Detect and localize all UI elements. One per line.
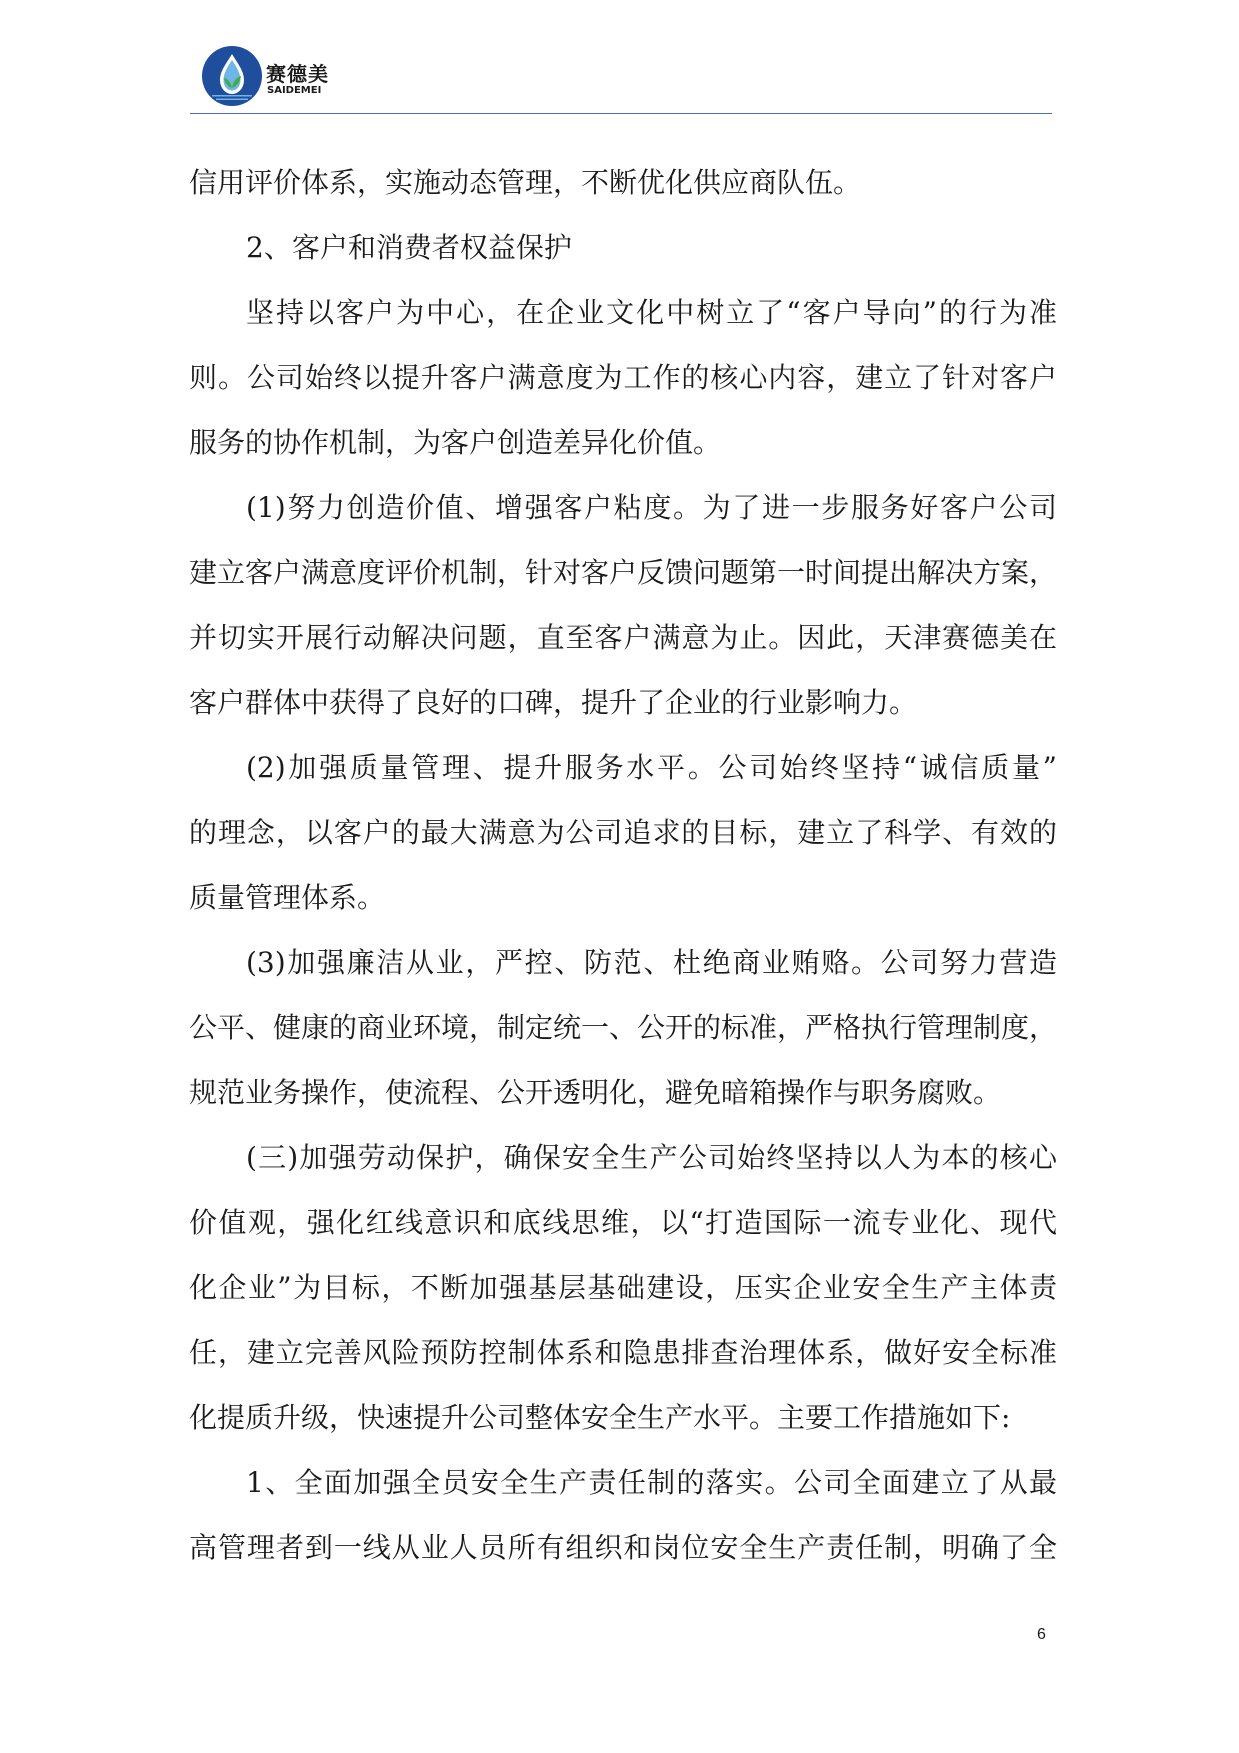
paragraph-line: 公平、健康的商业环境，制定统一、公开的标准，严格执行管理制度， xyxy=(189,1011,1057,1044)
paragraph-line: 任，建立完善风险预防控制体系和隐患排查治理体系，做好安全标准 xyxy=(189,1336,1057,1369)
paragraph-line: 坚持以客户为中心，在企业文化中树立了“客户导向”的行为准 xyxy=(246,296,1057,329)
water-drop-logo-icon xyxy=(200,44,264,108)
paragraph-line: (三)加强劳动保护，确保安全生产公司始终坚持以人为本的核心 xyxy=(246,1141,1057,1174)
paragraph-line: 1、全面加强全员安全生产责任制的落实。公司全面建立了从最 xyxy=(246,1466,1057,1499)
paragraph-line: 建立客户满意度评价机制，针对客户反馈问题第一时间提出解决方案， xyxy=(189,556,1057,589)
paragraph-line: 高管理者到一线从业人员所有组织和岗位安全生产责任制，明确了全 xyxy=(189,1531,1057,1564)
paragraph-line: 信用评价体系，实施动态管理，不断优化供应商队伍。 xyxy=(189,166,862,199)
paragraph-line: (1)努力创造价值、增强客户粘度。为了进一步服务好客户公司 xyxy=(246,491,1057,524)
section-heading: 2、客户和消费者权益保护 xyxy=(246,231,572,264)
document-body xyxy=(189,150,1057,1580)
page-header xyxy=(190,40,1052,118)
company-logo xyxy=(200,44,450,112)
paragraph-line: 客户群体中获得了良好的口碑，提升了企业的行业影响力。 xyxy=(189,686,918,719)
paragraph-line: 规范业务操作，使流程、公开透明化，避免暗箱操作与职务腐败。 xyxy=(189,1076,1002,1109)
paragraph-line: 质量管理体系。 xyxy=(189,881,386,914)
paragraph-line: 化提质升级，快速提升公司整体安全生产水平。主要工作措施如下: xyxy=(189,1401,1011,1434)
paragraph-line: 化企业”为目标，不断加强基层基础建设，压实企业安全生产主体责 xyxy=(189,1271,1057,1304)
paragraph-line: 价值观，强化红线意识和底线思维，以“打造国际一流专业化、现代 xyxy=(189,1206,1057,1239)
paragraph-line: 则。公司始终以提升客户满意度为工作的核心内容，建立了针对客户 xyxy=(189,361,1057,394)
paragraph-line: (2)加强质量管理、提升服务水平。公司始终坚持“诚信质量” xyxy=(246,751,1057,784)
paragraph-line: 服务的协作机制，为客户创造差异化价值。 xyxy=(189,426,722,459)
paragraph-line: 并切实开展行动解决问题，直至客户满意为止。因此，天津赛德美在 xyxy=(189,621,1057,654)
header-divider xyxy=(190,113,1052,114)
paragraph-line: (3)加强廉洁从业，严控、防范、杜绝商业贿赂。公司努力营造 xyxy=(246,946,1057,979)
paragraph-line: 的理念，以客户的最大满意为公司追求的目标，建立了科学、有效的 xyxy=(189,816,1057,849)
logo-chinese-name: 赛德美 xyxy=(266,62,329,86)
logo-english-name: SAIDEMEI xyxy=(267,85,322,96)
page-number: 6 xyxy=(1037,1626,1046,1643)
